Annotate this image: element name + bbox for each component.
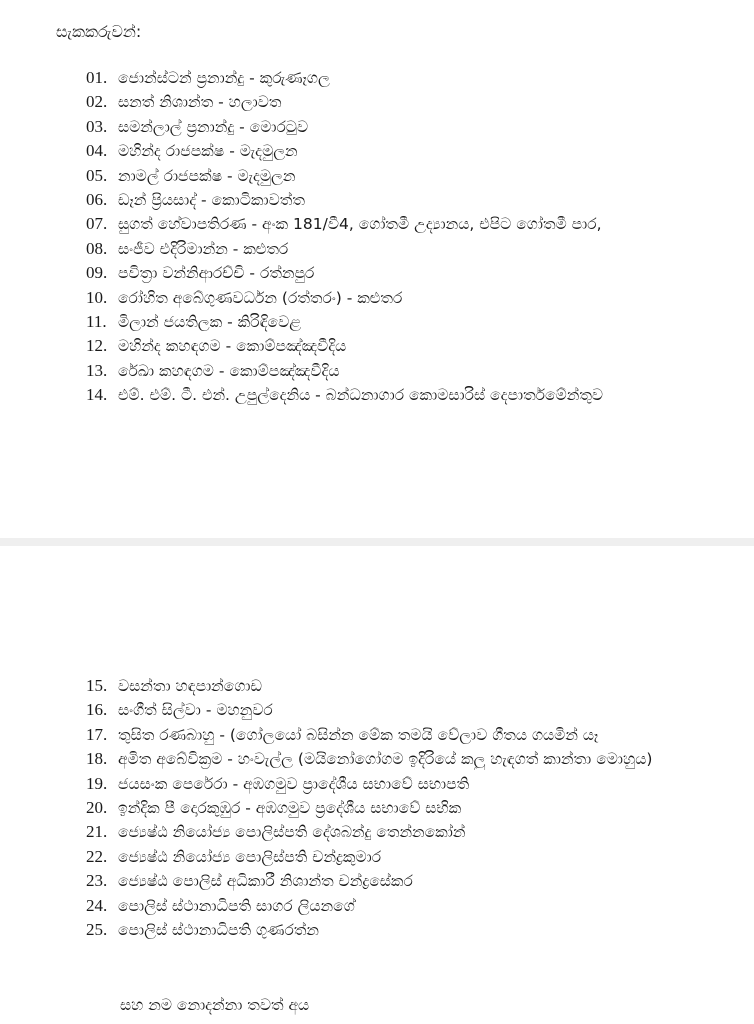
item-text: පොලිස් ස්ථානාධිපති සාගර ලියනගේ bbox=[118, 896, 355, 915]
list-item bbox=[86, 383, 754, 407]
item-number: 23. bbox=[86, 871, 108, 891]
item-number: 25. bbox=[86, 920, 108, 940]
item-number: 19. bbox=[86, 773, 108, 793]
list-item bbox=[86, 772, 754, 796]
item-number: 11. bbox=[86, 312, 107, 332]
item-number: 24. bbox=[86, 895, 108, 915]
item-number: 01. bbox=[86, 68, 108, 87]
item-number: 13. bbox=[86, 360, 108, 380]
list-item bbox=[86, 212, 754, 236]
item-number: 21. bbox=[86, 822, 108, 842]
item-text: ජයසංක පෙරේරා - අඹගමුව ප්‍රාදේශීය සභාවේ සභාපති bbox=[118, 774, 470, 793]
list-item bbox=[86, 139, 754, 163]
item-text: තුසිත රණබාහු - (ගෝලයෝ බසින්න මේක තමයි වේලාව ගීතය ගයමින් යෑ bbox=[118, 725, 599, 744]
item-text: එම්. එම්. ටී. එන්. උපුල්දෙනිය - බන්ධනාගාර කොමසාරිස් දෙපාර්තමේන්තුව bbox=[118, 386, 604, 405]
list-item bbox=[86, 869, 754, 893]
item-number: 07. bbox=[86, 214, 108, 234]
list-item bbox=[86, 115, 754, 139]
list-item bbox=[86, 66, 754, 90]
item-number: 16. bbox=[86, 700, 108, 720]
item-number: 06. bbox=[86, 190, 108, 210]
item-text: අමිත අබේවික්‍රම - හංවැල්ල (මයිනෝගෝගම ඉදිරියේ කලු හැඳගත් කාන්තා මොහුය) bbox=[118, 750, 653, 769]
item-text: වසන්තා හඳපාන්ගොඩ bbox=[118, 677, 262, 695]
item-number: 04. bbox=[86, 141, 108, 161]
list-item bbox=[86, 747, 754, 771]
list-item bbox=[86, 698, 754, 722]
page-divider bbox=[0, 538, 754, 546]
item-text: රේඛා කහඳගම - කොම්පඤ්ඤවීදිය bbox=[118, 361, 340, 380]
item-number: 20. bbox=[86, 798, 108, 818]
list-item bbox=[86, 674, 754, 698]
item-number: 05. bbox=[86, 165, 108, 185]
item-text: නාමල් රාජපක්ෂ - මැදමුලන bbox=[118, 166, 296, 185]
list-item bbox=[86, 359, 754, 383]
item-text: ජ්‍යෙෂ්ඨ නියෝජ්‍ය පොලිස්පති චන්ද්‍රකුමාර bbox=[118, 847, 382, 866]
item-text: ජ්‍යෙෂ්ඨ නියෝජ්‍ය පොලිස්පති දේශබන්දු තෙන්නකෝන් bbox=[118, 823, 466, 842]
item-text: සංගීත් සිල්වා - මහනුවර bbox=[118, 701, 273, 720]
list-item bbox=[86, 918, 754, 942]
list-item bbox=[86, 188, 754, 212]
list-item bbox=[86, 334, 754, 358]
item-text: රෝහිත අබේගුණවර්ධන (රත්තරං) - කළුතර bbox=[118, 288, 403, 307]
item-text: පොලිස් ස්ථානාධිපති ගුණරත්න bbox=[118, 921, 319, 940]
closing-note: සහ නම නොදන්නා තවත් අය bbox=[120, 996, 310, 1014]
item-text: ජොන්ස්ටන් ප්‍රනාන්දු - කුරුණෑගල bbox=[118, 69, 330, 87]
item-number: 17. bbox=[86, 724, 108, 744]
list-item bbox=[86, 723, 754, 747]
item-number: 14. bbox=[86, 385, 108, 405]
list-item bbox=[86, 894, 754, 918]
item-text: ඉන්දික පී දොරකුඹුර - අඹගමුව ප්‍රදේශීය සභාවේ සභික bbox=[118, 799, 462, 818]
item-text: සමන්ලාල් ප්‍රනාන්දු - මොරටුව bbox=[118, 117, 309, 136]
list-item bbox=[86, 796, 754, 820]
item-text: සංජීව එදිරිමාන්න - කළුතර bbox=[118, 239, 289, 258]
item-text: මහින්ද රාජපක්ෂ - මැදමුලන bbox=[118, 142, 298, 161]
list-item bbox=[86, 286, 754, 310]
item-text: ඩෑන් ප්‍රියසාද් - කොටිකාවත්ත bbox=[118, 191, 305, 210]
list-item bbox=[86, 164, 754, 188]
suspects-list-part-1 bbox=[86, 66, 754, 408]
item-text: මිලාන් ජයතිලක - කිරිඳිවෙළ bbox=[118, 313, 302, 332]
item-number: 09. bbox=[86, 263, 108, 283]
item-number: 02. bbox=[86, 92, 108, 112]
suspects-list-part-2 bbox=[86, 674, 754, 942]
item-number: 15. bbox=[86, 676, 108, 695]
list-item bbox=[86, 90, 754, 114]
list-item bbox=[86, 261, 754, 285]
item-text: පවිත්‍රා වන්නිආරච්චි - රත්නපුර bbox=[118, 264, 315, 283]
item-number: 03. bbox=[86, 116, 108, 136]
item-text: ජ්‍යෙෂ්ඨ පොලිස් අධිකාරී නිශාන්ත චන්ද්‍රසේකර bbox=[118, 872, 413, 891]
item-number: 18. bbox=[86, 749, 108, 769]
item-number: 08. bbox=[86, 238, 108, 258]
list-item bbox=[86, 237, 754, 261]
list-item bbox=[86, 820, 754, 844]
item-number: 22. bbox=[86, 846, 108, 866]
document-page-2 bbox=[0, 546, 754, 1024]
item-number: 10. bbox=[86, 287, 108, 307]
list-item bbox=[86, 310, 754, 334]
suspects-heading: සැකකරුවන්: bbox=[56, 22, 142, 41]
list-item bbox=[86, 845, 754, 869]
item-text: සුගත් හේවාපතිරණ - අංක 181/වී4, ගෝතමී උද්‍යානය, එපිට ගෝතමී පාර, bbox=[118, 215, 602, 234]
item-text: සනත් නිශාන්ත - හලාවත bbox=[118, 93, 282, 112]
item-number: 12. bbox=[86, 336, 108, 356]
item-text: මහින්ද කහඳගම - කොම්පඤ්ඤවීදිය bbox=[118, 337, 347, 356]
